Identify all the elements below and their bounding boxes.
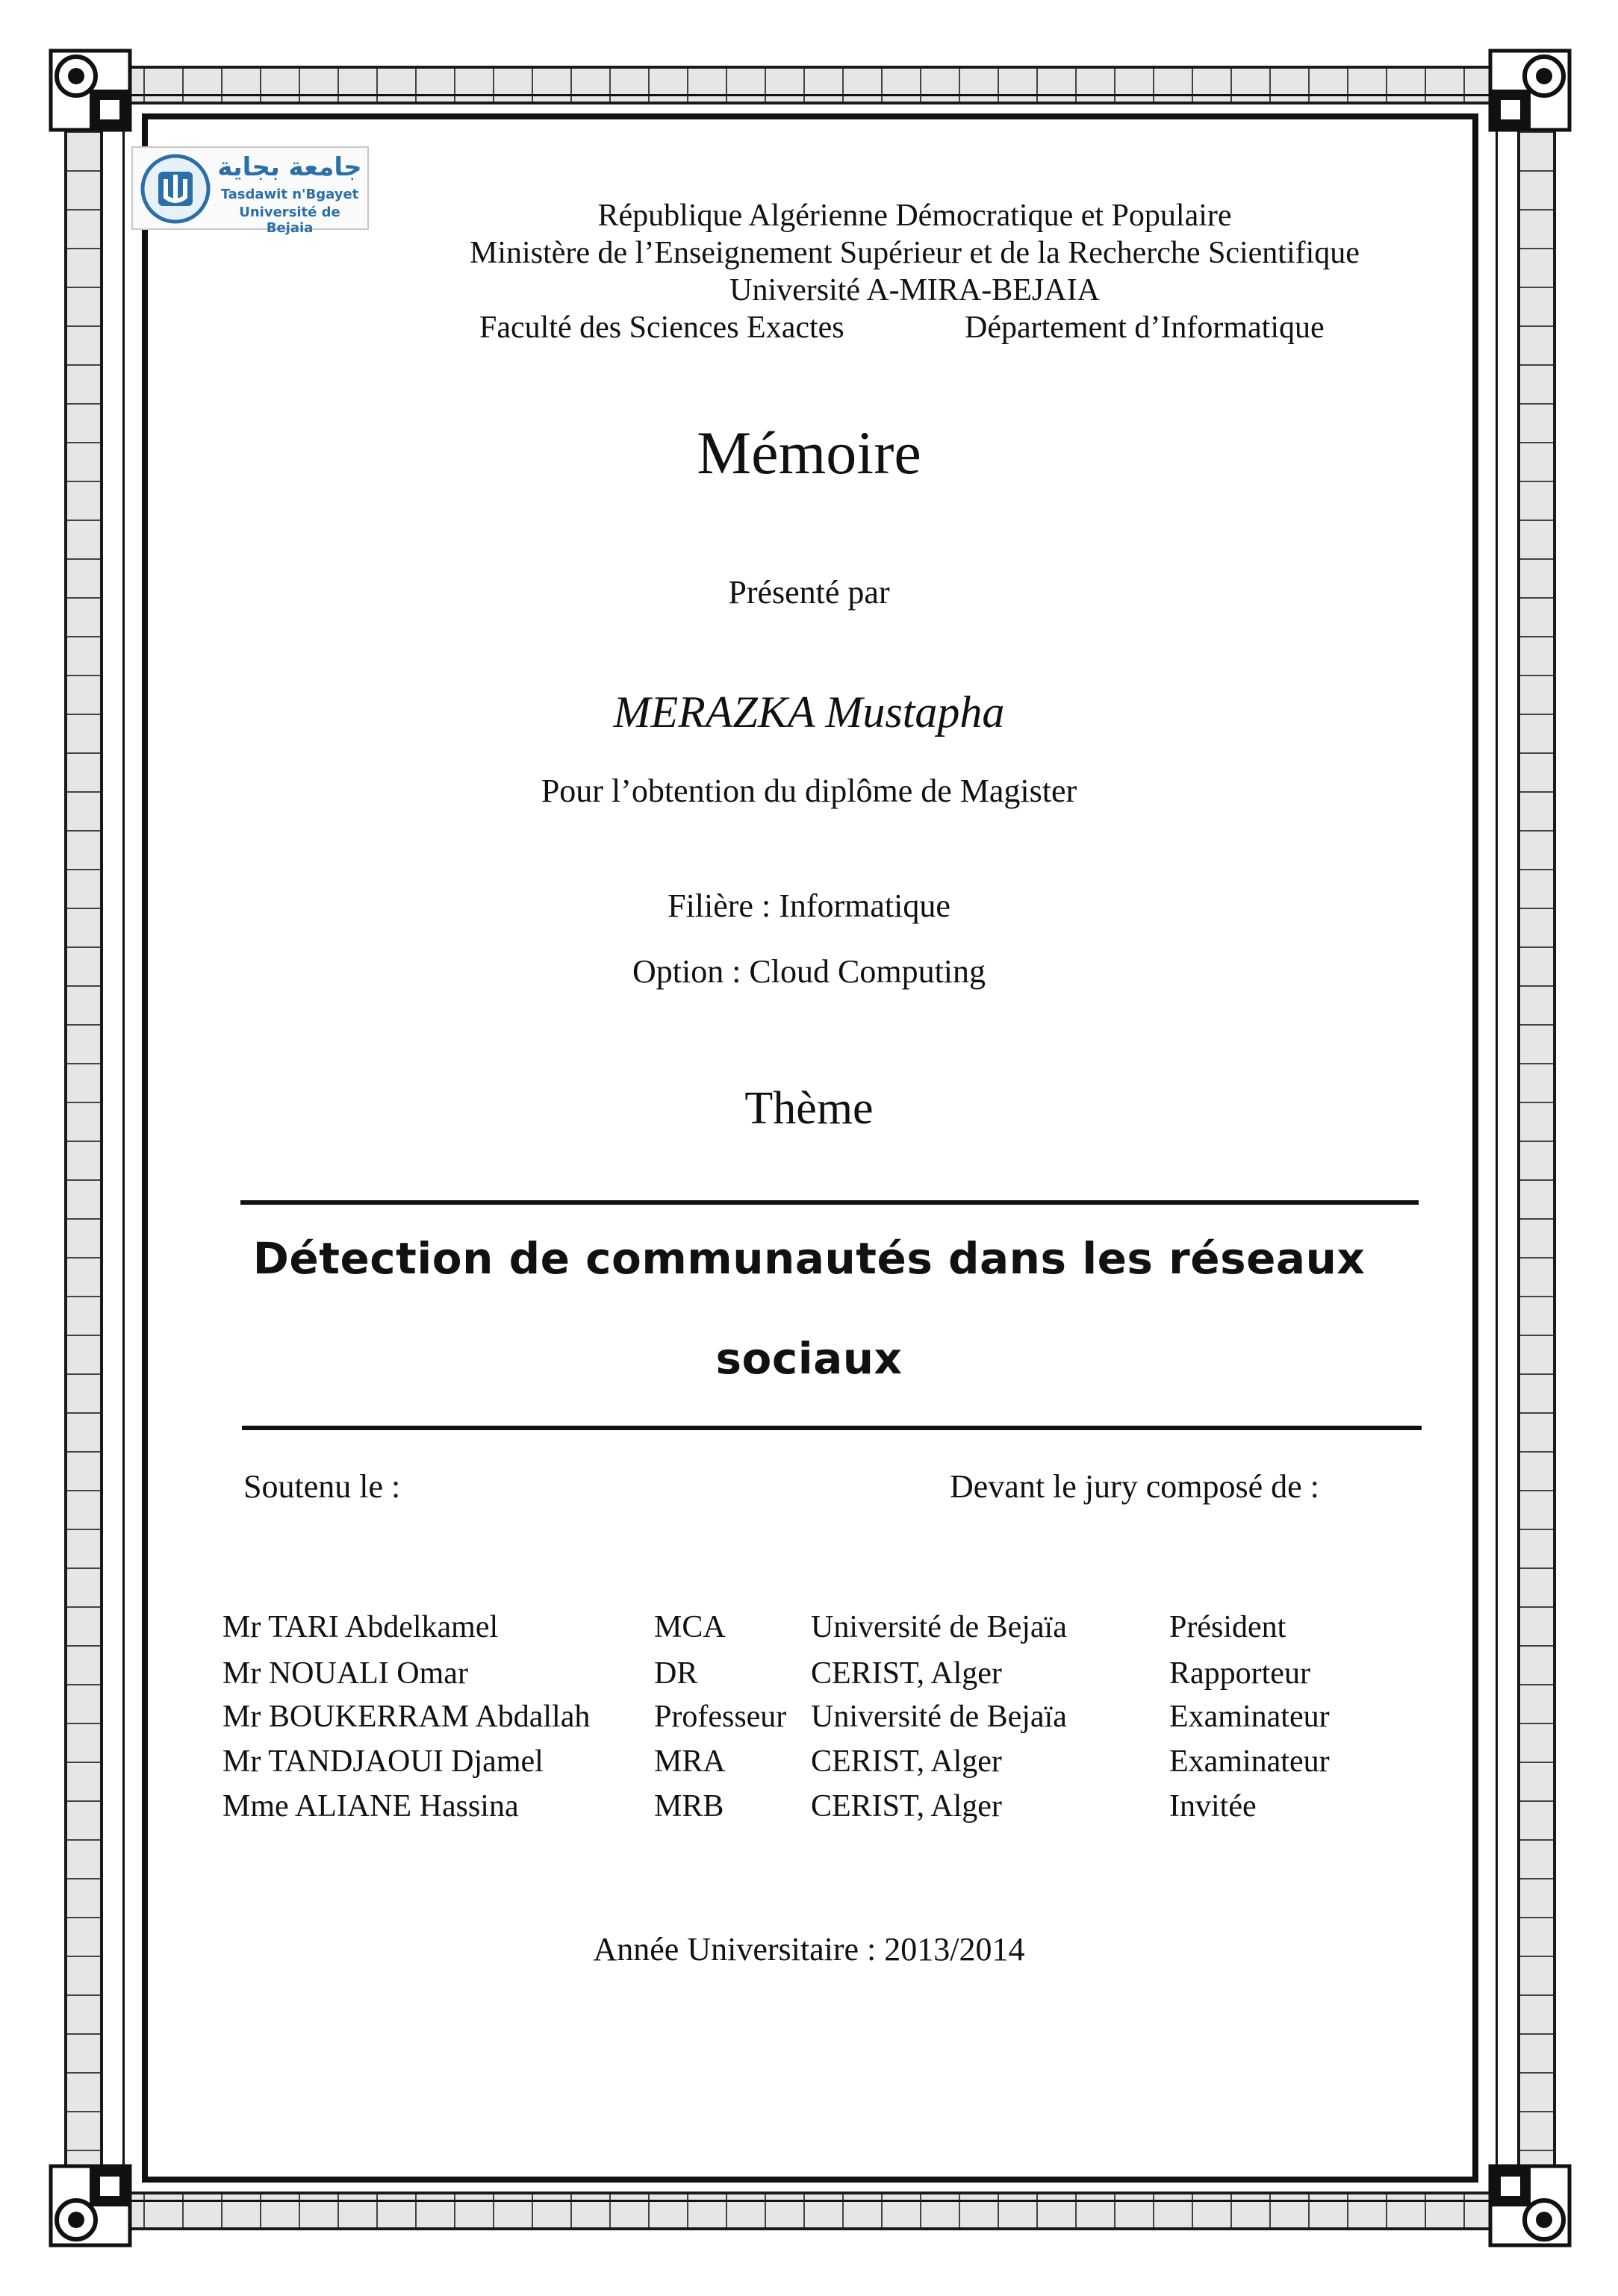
thesis-title-line1: Détection de communautés dans les réseaux (252, 1233, 1366, 1284)
presented-by-label: Présenté par (728, 574, 890, 611)
jury-member-institution: CERIST, Alger (811, 1656, 1002, 1691)
jury-member-grade: MRA (654, 1744, 726, 1779)
jury-member-grade: MRB (654, 1789, 724, 1824)
frame-left-band (64, 66, 103, 2230)
jury-member-name: Mr TANDJAOUI Djamel (223, 1744, 544, 1779)
theme-label: Thème (744, 1083, 874, 1134)
document-type: Mémoire (697, 419, 921, 487)
defense-date-label: Soutenu le : (243, 1468, 401, 1505)
logo-name-line2: Université de Bejaia (239, 205, 340, 236)
header-republic: République Algérienne Démocratique et Populaire (597, 199, 1232, 233)
corner-ornament-top-left (46, 46, 134, 134)
corner-ornament-bottom-left (46, 2162, 134, 2250)
jury-member-grade: MCA (654, 1610, 726, 1644)
jury-member-institution: CERIST, Alger (811, 1789, 1002, 1824)
jury-member-grade: DR (654, 1656, 698, 1691)
title-rule-top (240, 1200, 1419, 1205)
header-department: Département d’Informatique (965, 311, 1325, 345)
jury-member-name: Mr NOUALI Omar (223, 1656, 468, 1691)
university-emblem-icon (139, 152, 212, 225)
thesis-title-line2: sociaux (715, 1333, 903, 1384)
jury-member-role: Examinateur (1169, 1700, 1330, 1734)
jury-member-role: Président (1169, 1610, 1286, 1644)
jury-member-name: Mr BOUKERRAM Abdallah (223, 1700, 591, 1734)
title-rule-bottom (242, 1426, 1422, 1430)
jury-member-institution: CERIST, Alger (811, 1744, 1002, 1779)
jury-member-name: Mme ALIANE Hassina (223, 1789, 519, 1824)
jury-label: Devant le jury composé de : (950, 1468, 1319, 1505)
jury-member-institution: Université de Bejaïa (811, 1610, 1067, 1644)
university-logo (131, 146, 369, 236)
jury-member-role: Invitée (1169, 1789, 1257, 1824)
degree-line: Pour l’obtention du diplôme de Magister (541, 773, 1077, 809)
header-ministry: Ministère de l’Enseignement Supérieur et de la Recherche Scientifique (470, 236, 1360, 270)
jury-member-role: Rapporteur (1169, 1656, 1310, 1691)
corner-ornament-bottom-right (1486, 2162, 1574, 2250)
logo-name-line1: Tasdawit n'Bgayet (220, 187, 359, 202)
author-name: MERAZKA Mustapha (613, 687, 1005, 737)
jury-member-institution: Université de Bejaïa (811, 1700, 1067, 1734)
jury-member-role: Examinateur (1169, 1744, 1330, 1779)
academic-year: Année Universitaire : 2013/2014 (593, 1931, 1025, 1968)
header-faculty: Faculté des Sciences Exactes (479, 311, 844, 345)
header-university: Université A-MIRA-BEJAIA (729, 273, 1100, 308)
option-line: Option : Cloud Computing (632, 953, 986, 990)
field-line: Filière : Informatique (668, 887, 950, 924)
logo-arabic-name: جامعة بجاية (217, 152, 362, 182)
corner-ornament-top-right (1486, 46, 1574, 134)
frame-right-band (1517, 66, 1556, 2230)
jury-member-name: Mr TARI Abdelkamel (223, 1610, 499, 1644)
jury-member-grade: Professeur (654, 1700, 787, 1734)
